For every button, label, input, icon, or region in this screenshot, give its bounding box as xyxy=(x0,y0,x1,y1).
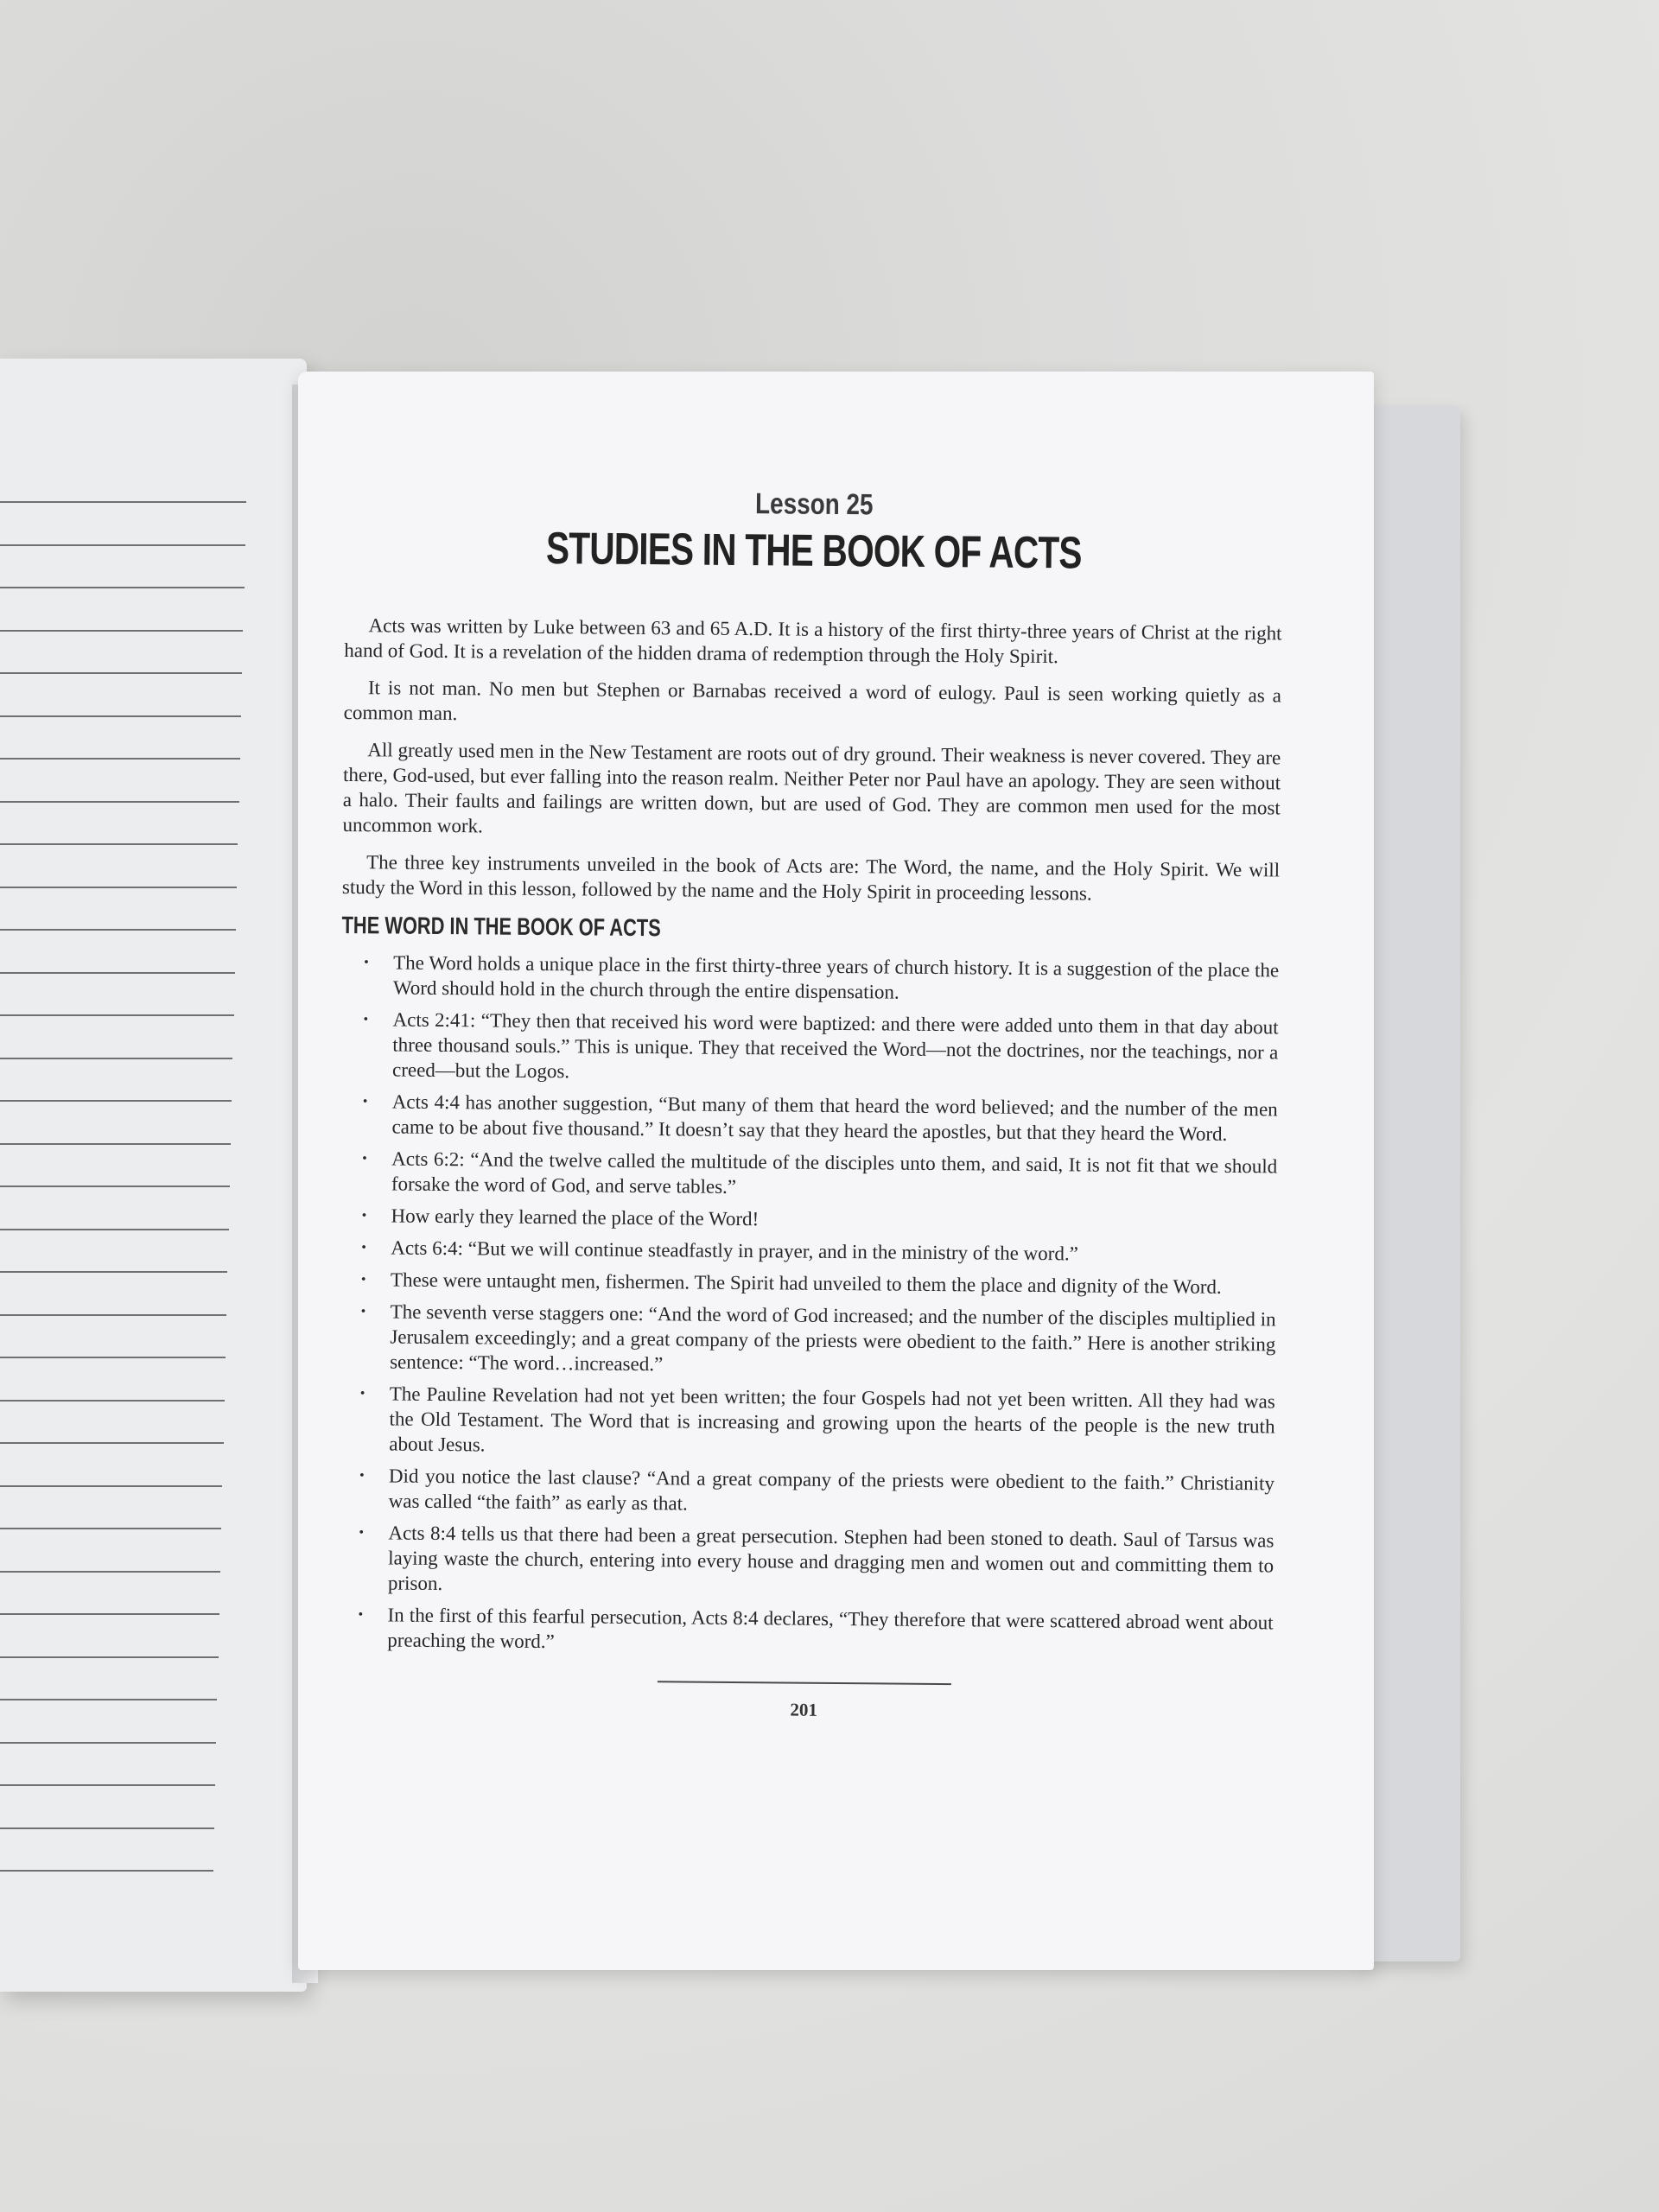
bullet-text: Acts 4:4 has another suggestion, “But many of them that heard the word believed; and the number of the men came to be about five thousand.” It doesn’t say that they heard the apostles, but that they heard the Word. xyxy=(391,1090,1278,1145)
list-item xyxy=(335,1602,1273,1660)
bullet-text: How early they learned the place of the Word! xyxy=(391,1205,760,1230)
bullet-text: In the first of this fearful persecution, Acts 8:4 declares, “They therefore that were scattered abroad went about preaching the word.” xyxy=(387,1604,1274,1653)
note-line xyxy=(0,1485,222,1487)
bullet-icon: • xyxy=(359,1468,365,1484)
intro-paragraph: The three key instruments unveiled in the book of Acts are: The Word, the name, and the Holy Spirit. We will study the Word in this lesson, followed by the name and the Holy Spirit in proceeding lessons. xyxy=(341,851,1281,905)
bullet-list xyxy=(335,950,1279,1660)
bullet-icon: • xyxy=(362,1094,368,1109)
note-line xyxy=(0,1827,214,1829)
left-notes-page xyxy=(0,359,307,1992)
bullet-text: The Pauline Revelation had not yet been written; the four Gospels had not yet been written. All they had was the Old Testament. The Word that is increasing and growing upon the hearts of the people is the new truth about Jesus. xyxy=(389,1382,1275,1456)
list-item xyxy=(338,1299,1276,1382)
page-number: 201 xyxy=(790,1699,817,1720)
note-line xyxy=(0,1143,231,1145)
bullet-text: Acts 2:41: “They then that received his word were baptized: and there were added unto them in that day about three thousand souls.” This is unique. They that received the Word—not the doctrines, nor the teachings, nor a creed—but the Logos. xyxy=(391,1008,1279,1083)
bullet-icon: • xyxy=(360,1272,366,1287)
note-line xyxy=(0,1014,234,1016)
intro-paragraph: Acts was written by Luke between 63 and 65 A.D. It is a history of the first thirty-three years of Christ at the right hand of God. It is a revelation of the hidden drama of redemption through the Holy Spirit. xyxy=(344,614,1282,668)
note-line xyxy=(0,544,245,546)
list-item xyxy=(337,1381,1275,1464)
page-content xyxy=(335,484,1283,1725)
bullet-icon: • xyxy=(360,1304,366,1319)
note-line xyxy=(0,1271,227,1273)
note-line xyxy=(0,843,238,845)
bullet-icon: • xyxy=(358,1607,364,1623)
note-line xyxy=(0,1442,224,1444)
note-line xyxy=(0,1571,220,1573)
note-line xyxy=(0,630,243,632)
bullet-icon: • xyxy=(361,1240,366,1255)
bullet-icon: • xyxy=(359,1386,365,1402)
note-line xyxy=(0,1185,230,1187)
list-item xyxy=(339,1235,1276,1268)
note-line xyxy=(0,1314,226,1316)
bullet-text: The Word holds a unique place in the first thirty-three years of church history. It is a suggestion of the place the Word should hold in the church through the entire dispensation. xyxy=(392,951,1280,1003)
note-line xyxy=(0,1100,232,1102)
note-line xyxy=(0,758,240,760)
note-line xyxy=(0,501,246,503)
bullet-icon: • xyxy=(363,1012,369,1027)
lesson-label: Lesson 25 xyxy=(754,487,874,522)
bullet-text: Acts 6:2: “And the twelve called the multitude of the disciples unto them, and said, It is not fit that we should forsake the word of God, and serve tables.” xyxy=(391,1147,1278,1198)
bullet-text: The seventh verse staggers one: “And the word of God increased; and the number of the disciples multiplied in Jerusalem exceedingly; and a great company of the priests were obedient to the faith.” Here is another striking sentence: “The word…increased.” xyxy=(390,1300,1276,1376)
bullet-text: Acts 8:4 tells us that there had been a great persecution. Stephen had been stoned to death. Saul of Tarsus was laying waste the church, entering into every house and dragging men and women out and committing them to prison. xyxy=(387,1522,1274,1595)
note-line xyxy=(0,1058,232,1059)
intro-paragraph: All greatly used men in the New Testament are roots out of dry ground. Their weakness is never covered. They are there, God-used, but ever falling into the reason realm. Neither Peter nor Paul have an apology. They are seen without a halo. Their faults and failings are written down, but are used of God. They are common men used for the most uncommon work. xyxy=(342,739,1281,837)
bullet-icon: • xyxy=(359,1525,365,1541)
list-item xyxy=(340,1007,1279,1090)
note-line xyxy=(0,972,235,974)
list-item xyxy=(336,1520,1274,1603)
intro-paragraph: It is not man. No men but Stephen or Barnabas received a word of eulogy. Paul is seen working quietly as a common man. xyxy=(343,677,1282,725)
note-line xyxy=(0,672,242,674)
bullet-icon: • xyxy=(362,1151,367,1166)
section-heading: THE WORD IN THE BOOK OF ACTS xyxy=(341,911,661,942)
list-item xyxy=(340,1146,1277,1204)
note-line xyxy=(0,1784,215,1786)
note-line xyxy=(0,1656,219,1658)
note-line xyxy=(0,1699,217,1700)
note-line xyxy=(0,1870,213,1872)
note-line xyxy=(0,1229,229,1230)
bullet-icon: • xyxy=(364,955,369,970)
list-item xyxy=(340,1089,1277,1147)
note-line xyxy=(0,1528,221,1529)
note-line xyxy=(0,715,241,717)
note-line xyxy=(0,887,237,888)
footer-divider xyxy=(657,1681,950,1685)
list-item xyxy=(339,1203,1276,1236)
page-title: STUDIES IN THE BOOK OF ACTS xyxy=(545,524,1082,579)
bullet-text: Did you notice the last clause? “And a great company of the priests were obedient to the faith.” Christianity was called “the faith” as early as that. xyxy=(388,1465,1275,1515)
bullet-text: These were untaught men, fishermen. The Spirit had unveiled to them the place and dignity of the Word. xyxy=(390,1268,1222,1298)
note-line xyxy=(0,1742,216,1744)
note-line xyxy=(0,1400,225,1402)
list-item xyxy=(337,1463,1274,1521)
bullet-text: Acts 6:4: “But we will continue steadfastly in prayer, and in the ministry of the word.” xyxy=(391,1236,1078,1265)
list-item xyxy=(339,1267,1276,1300)
bullet-icon: • xyxy=(361,1208,367,1224)
note-line xyxy=(0,801,239,803)
note-line xyxy=(0,587,245,588)
note-line xyxy=(0,929,236,931)
list-item xyxy=(341,950,1279,1007)
note-line xyxy=(0,1613,219,1615)
note-line xyxy=(0,1357,226,1358)
